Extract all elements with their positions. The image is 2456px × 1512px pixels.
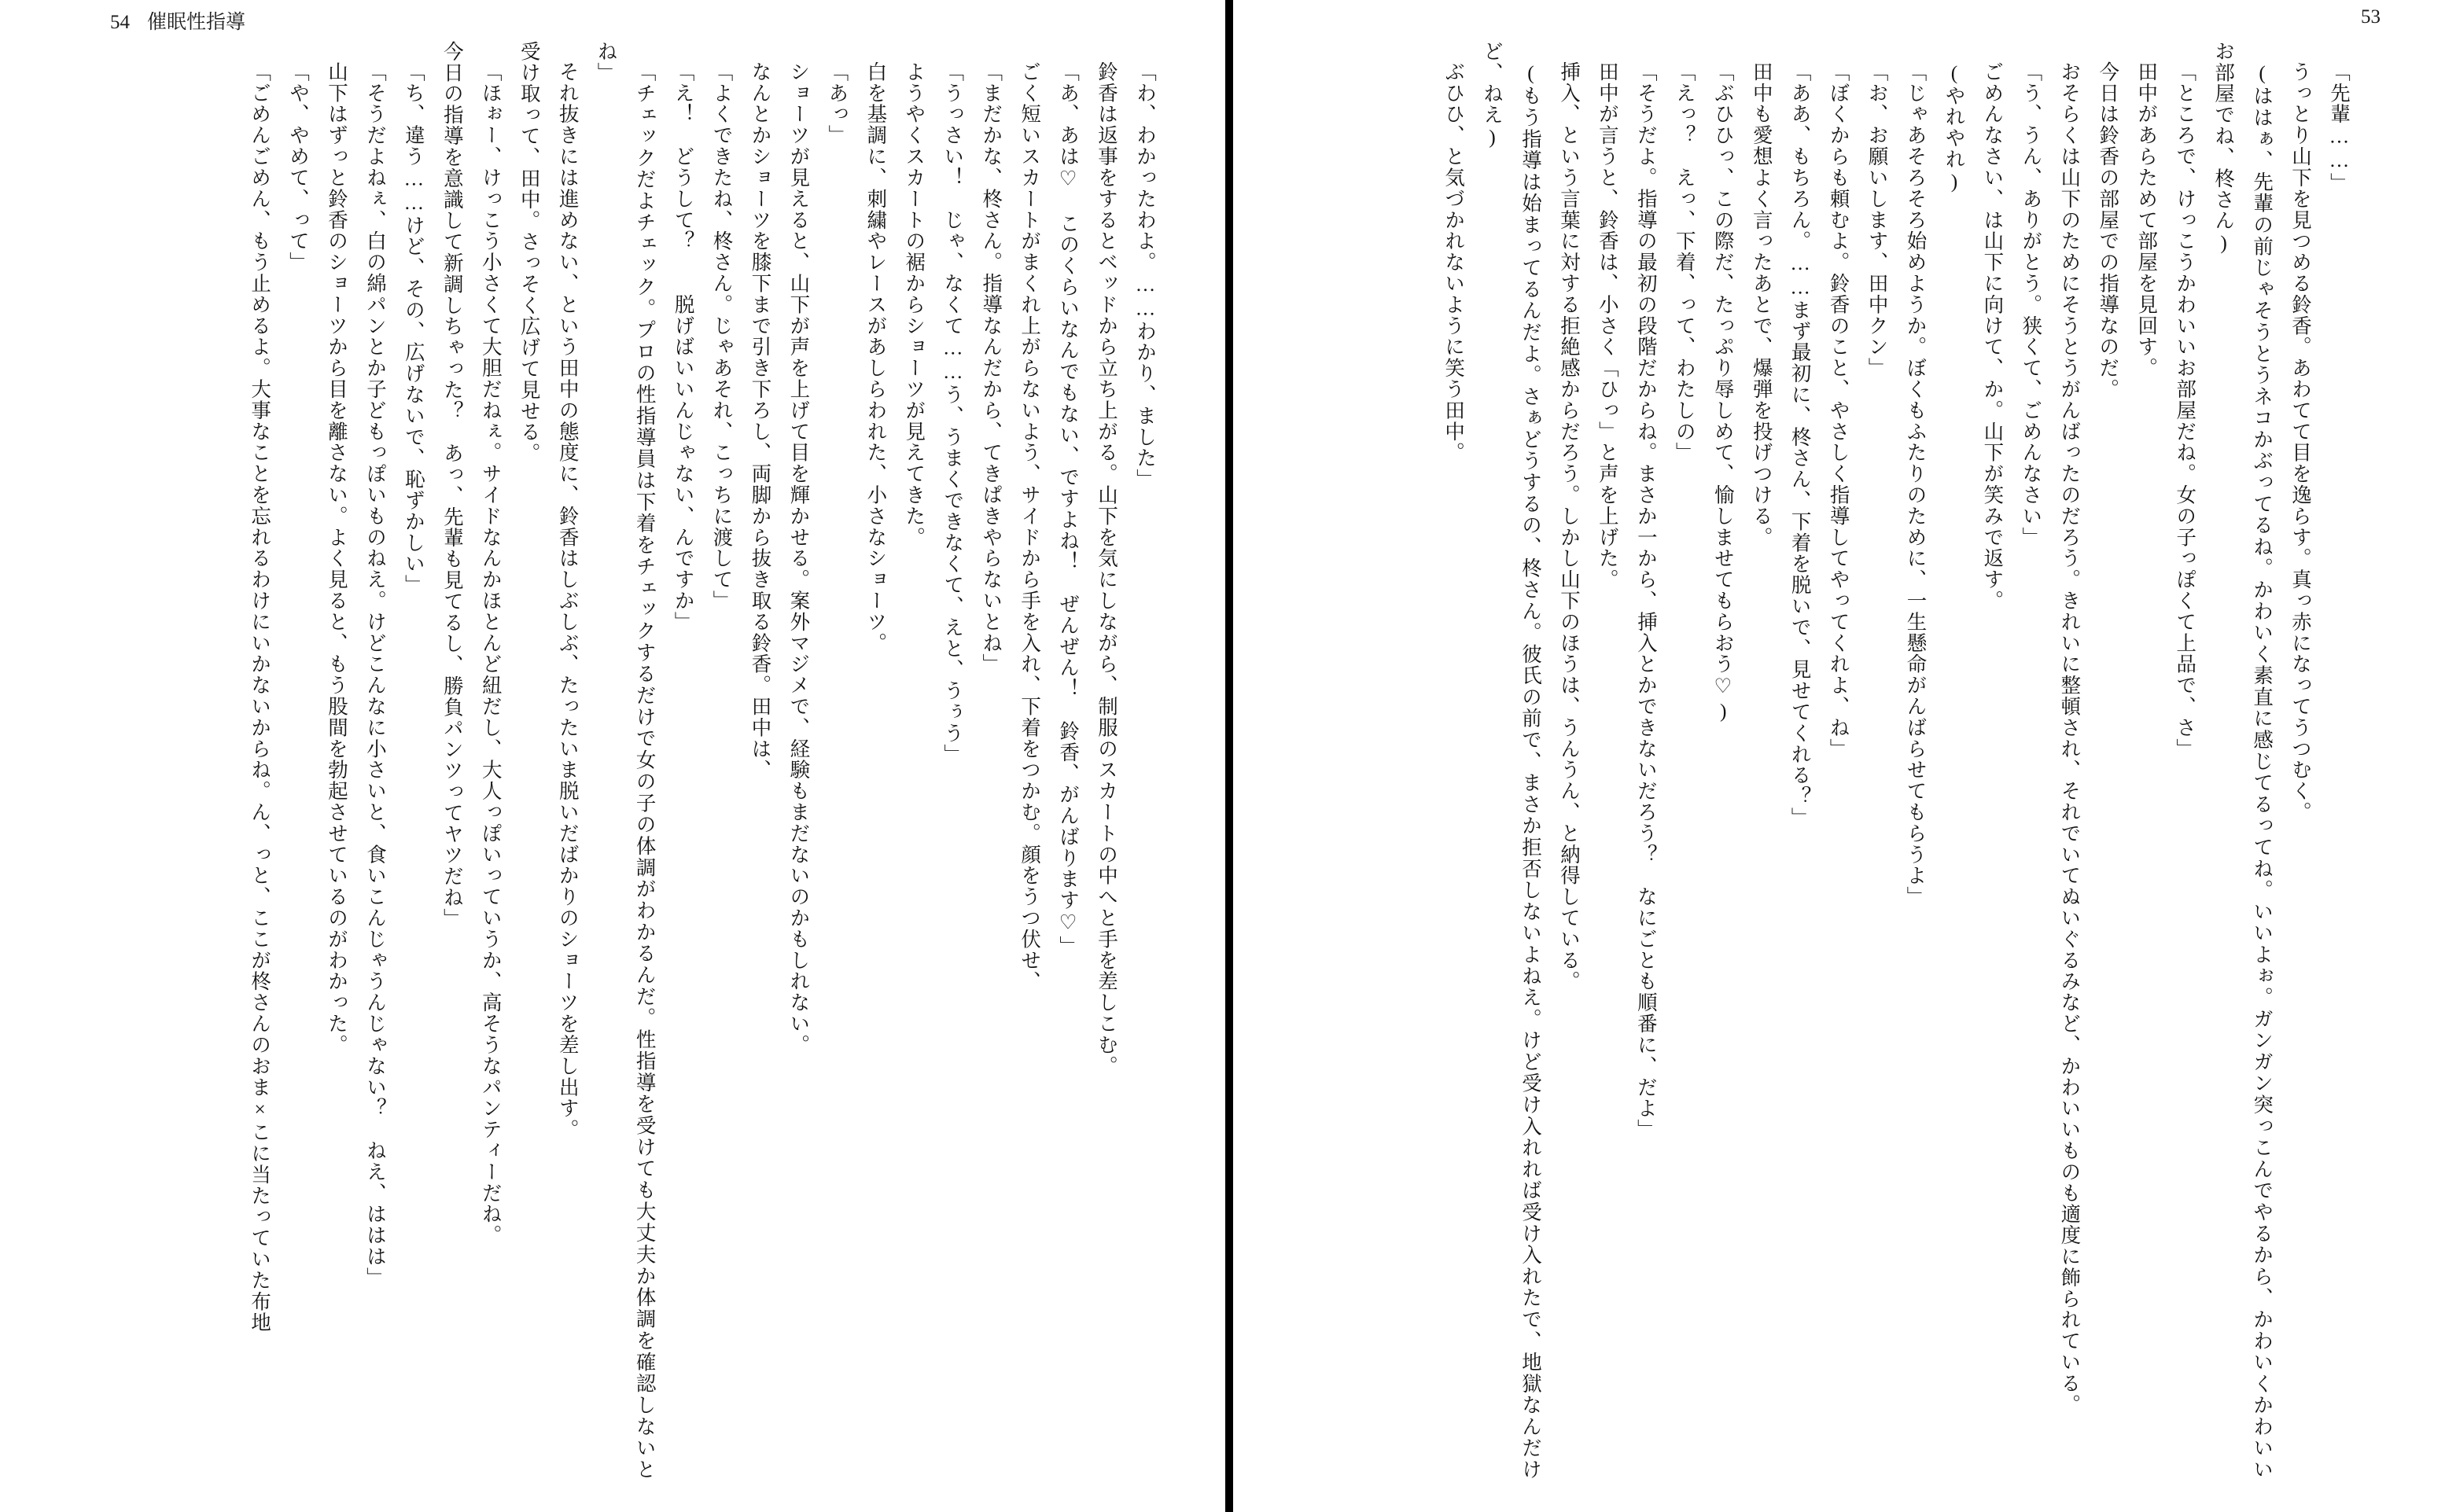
- paragraph: ごく短いスカートがまくれ上がらないよう、サイドから手を入れ、下着をつかむ。顔をうつ伏せ、: [1018, 61, 1042, 992]
- paragraph: 「ほぉー、けっこう小さくて大胆だねぇ。サイドなんかほとんど紐だし、大人っぽいっていうか、高そうなパンティーだね。: [479, 61, 503, 1246]
- page-left: [0, 0, 1225, 1512]
- paragraph: (やれやれ): [1942, 61, 1966, 193]
- paragraph: 「えっ？ えっ、下着、って、わたしの」: [1673, 61, 1696, 463]
- paragraph: 鈴香は返事をするとベッドから立ち上がる。山下を気にしながら、制服のスカートの中へと手を差しこむ。: [1095, 61, 1119, 1076]
- paragraph: 「じゃあそろそろ始めようか。ぼくもふたりのために、一生懸命がんばらせてもらうよ」: [1904, 61, 1928, 907]
- paragraph: 「そうだよねぇ、白の綿パンとか子どもっぽいものねえ。けどこんなに小さいと、食いこんじゃうんじゃない？ ねえ、ははは」: [363, 61, 387, 1288]
- folio-number-left: 54: [110, 12, 130, 33]
- paragraph: 「まだかな、柊さん。指導なんだから、てきぱきやらないとね」: [980, 61, 1003, 675]
- text-flow-right: [1434, 41, 2358, 1480]
- paragraph: 「よくできたね、柊さん。じゃあそれ、こっちに渡して」: [710, 61, 734, 611]
- paragraph: ショーツが見えると、山下が声を上げて目を輝かせる。案外マジメで、経験もまだないのかもしれない。: [787, 61, 811, 1055]
- running-title: 催眠性指導: [147, 12, 246, 33]
- paragraph: 「チェックだよチェック。プロの性指導員は下着をチェックするだけで女の子の体調がわかるんだ。性指導を受けても大丈夫か体調を確認しないとね」: [595, 41, 657, 1480]
- paragraph: 「あっ」: [826, 61, 849, 146]
- paragraph: うっとり山下を見つめる鈴香。あわてて目を逸らす。真っ赤になってうつむく。: [2289, 61, 2313, 822]
- paragraph: なんとかショーツを膝下まで引き下ろし、両脚から抜き取る鈴香。田中は、: [749, 61, 772, 781]
- folio-number-right: 53: [2361, 6, 2381, 28]
- page-right: [1233, 0, 2456, 1512]
- paragraph: 今日は鈴香の部屋での指導なのだ。: [2097, 61, 2120, 399]
- page-header-left: [110, 6, 245, 35]
- paragraph: 田中が言うと、鈴香は、小さく「ひっ」と声を上げた。: [1596, 61, 1619, 590]
- paragraph: ぶひひ、と気づかれないように笑う田中。: [1442, 61, 1466, 463]
- paragraph: 山下はずっと鈴香のショーツから目を離さない。よく見ると、もう股間を勃起させているのがわかった。: [325, 61, 348, 1055]
- paragraph: 「あ、あは♡ このくらいなんでもない、ですよね！ ぜんぜん！ 鈴香、がんばります♡」: [1057, 61, 1081, 957]
- paragraph: ごめんなさい、は山下に向けて、か。山下が笑みで返す。: [1981, 61, 2005, 611]
- paragraph: (もう指導は始まってるんだよ。さぁどうするの、柊さん。彼氏の前で、まさか拒否しないよねえ。けど受け入れれば受け入れたで、地獄なんだけど、ねえ): [1481, 41, 1542, 1480]
- paragraph: 「ぶひひっ、この際だ、たっぷり辱しめて、愉しませてもらおう♡): [1711, 61, 1735, 723]
- paragraph: 「先輩……」: [2328, 61, 2351, 193]
- paragraph: 「え！ どうして？ 脱げばいいんじゃない、んですか」: [672, 61, 695, 632]
- paragraph: 「ごめんごめん、もう止めるよ。大事なことを忘れるわけにいかないからね。ん、っと、ここが柊さんのおま×こに当たっていた布地: [249, 61, 272, 1334]
- paragraph: (ははぁ、先輩の前じゃそうとうネコかぶってるね。かわいく素直に感じてるってね。いいよぉ。ガンガン突っこんでやるから、かわいくかわいいお部屋でね、柊さん): [2212, 41, 2274, 1480]
- paragraph: 「ぼくからも頼むよ。鈴香のこと、やさしく指導してやってくれよ、ね」: [1827, 61, 1850, 760]
- text-flow-left: [240, 41, 1164, 1480]
- paragraph: 「う、うん、ありがとう。狭くて、ごめんなさい」: [2020, 61, 2043, 548]
- paragraph: 「ち、違う……けど、その、広げないで、恥ずかしい」: [402, 61, 425, 596]
- paragraph: ようやくスカートの裾からショーツが見えてきた。: [903, 61, 926, 548]
- body-text-right: [1288, 41, 2358, 1480]
- paragraph: 白を基調に、刺繍やレースがあしらわれた、小さなショーツ。: [864, 61, 888, 653]
- paragraph: 「うっさい！ じゃ、なくて……う、うまくできなくて、えと、うぅう」: [941, 61, 965, 765]
- paragraph: 田中があらためて部屋を見回す。: [2135, 61, 2159, 379]
- paragraph: 受け取って、田中。さっそく広げて見せる。: [517, 41, 541, 465]
- paragraph: 「お、お願いします、田中クン」: [1865, 61, 1889, 379]
- paragraph: 「ところで、けっこうかわいいお部屋だね。女の子っぽくて上品で、さ」: [2174, 61, 2197, 760]
- paragraph: 「そうだよ。指導の最初の段階だからね。まさか一から、挿入とかできないだろう？ なにごとも順番に、だよ」: [1634, 61, 1658, 1140]
- paragraph: おそらくは山下のためにそうとうがんばったのだろう。きれいに整頓され、それでいてぬいぐるみなど、かわいいものも適度に飾られている。: [2058, 61, 2082, 1415]
- paragraph: それ抜きには進めない、という田中の態度に、鈴香はしぶしぶ、たったいま脱いだばかりのショーツを差し出す。: [556, 61, 580, 1140]
- paragraph: 田中も愛想よく言ったあとで、爆弾を投げつける。: [1750, 61, 1773, 548]
- paragraph: 「や、やめて、って」: [287, 61, 311, 273]
- paragraph: 「ああ、もちろん。……まず最初に、柊さん、下着を脱いで、見せてくれる？」: [1788, 61, 1812, 828]
- paragraph: 「わ、わかったわよ。……わかり、ました」: [1134, 61, 1157, 490]
- paragraph: 今日の指導を意識して新調しちゃった？ あっ、先輩も見てるし、勝負パンツってヤツだね」: [440, 41, 464, 929]
- page-gutter: [1225, 0, 1233, 1512]
- body-text-left: [118, 41, 1164, 1480]
- paragraph: 挿入、という言葉に対する拒絶感からだろう。しかし山下のほうは、うんうん、と納得している。: [1557, 61, 1581, 992]
- page-header-right: [2361, 6, 2381, 28]
